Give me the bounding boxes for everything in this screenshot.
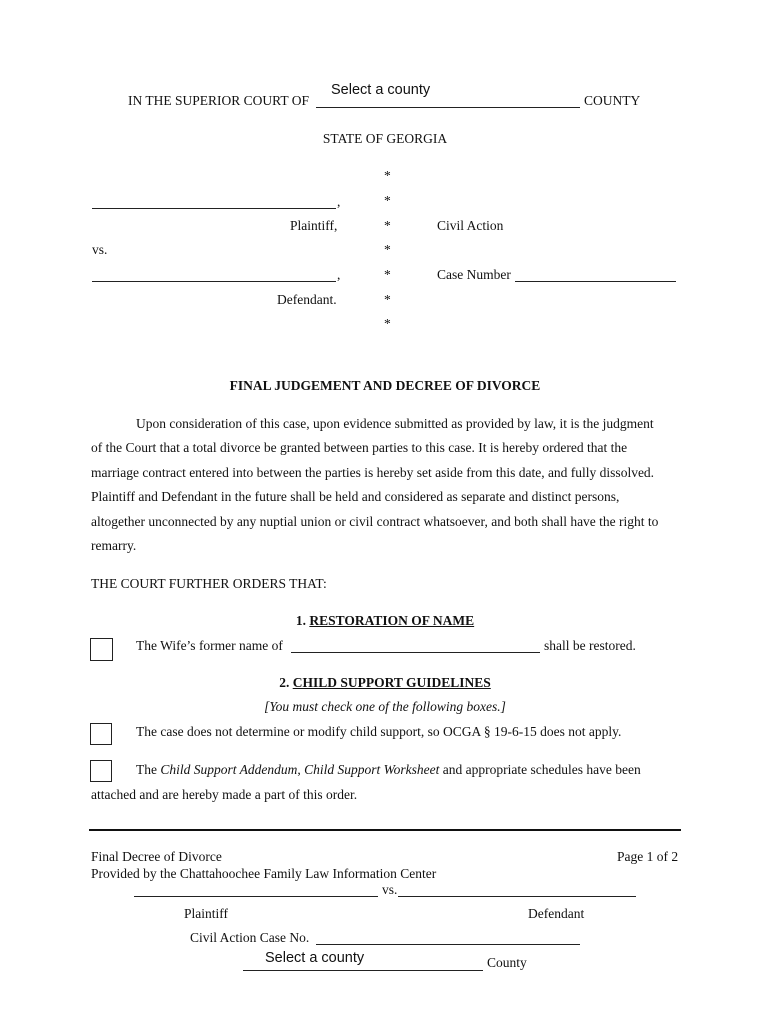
caption-star: * — [384, 168, 391, 183]
footer-rule — [89, 829, 681, 831]
section1-number: 1. — [295, 613, 306, 628]
section1-heading — [0, 613, 770, 629]
child-support-addendum: Child Support Addendum — [160, 762, 298, 777]
footer-defendant-label: Defendant — [528, 906, 585, 921]
footer-plaintiff-field[interactable] — [134, 896, 378, 897]
footer-plaintiff-label: Plaintiff — [184, 906, 229, 921]
section2-number: 2. — [279, 675, 290, 690]
restore-name-suffix: shall be restored. — [544, 638, 636, 653]
paragraph-line: marriage contract entered into between the parties is hereby set aside from this date, and fully dissolved. — [91, 464, 655, 480]
option2-rest: and appropriate schedules have been — [442, 762, 641, 777]
footer-defendant-field[interactable] — [398, 896, 636, 897]
plaintiff-name-field[interactable] — [92, 208, 336, 209]
section1-title: RESTORATION OF NAME — [309, 613, 475, 628]
footer-doc-name: Final Decree of Divorce — [91, 849, 222, 864]
court-prefix: IN THE SUPERIOR COURT OF — [128, 93, 309, 108]
further-orders-heading: THE COURT FURTHER ORDERS THAT: — [91, 576, 327, 591]
plaintiff-label: Plaintiff, — [290, 218, 338, 233]
footer-page-number: Page 1 of 2 — [617, 849, 679, 864]
plaintiff-comma: , — [337, 194, 341, 209]
footer-case-no-field[interactable] — [316, 944, 580, 945]
footer-vs: vs. — [382, 882, 398, 897]
judgment-paragraph — [91, 412, 691, 558]
caption-star: * — [384, 193, 391, 208]
defendant-comma: , — [337, 267, 341, 282]
county-line — [316, 107, 580, 108]
former-name-field[interactable] — [291, 652, 540, 653]
defendant-label: Defendant. — [277, 292, 337, 307]
footer-county-line — [243, 970, 483, 971]
option2-comma: , — [297, 762, 301, 777]
restore-name-text: The Wife’s former name of — [136, 638, 283, 653]
civil-action-label: Civil Action — [437, 218, 504, 233]
child-support-attached-text — [136, 762, 641, 778]
caption-star: * — [384, 242, 391, 257]
county-suffix: COUNTY — [584, 93, 641, 108]
section2-title: CHILD SUPPORT GUIDELINES — [292, 675, 491, 690]
option2-the: The — [136, 762, 157, 777]
paragraph-line: of the Court that a total divorce be granted between parties to this case. It is hereby ordered that the — [91, 440, 628, 456]
no-child-support-checkbox[interactable] — [90, 723, 112, 745]
section2-instruction: [You must check one of the following boxes.] — [264, 699, 506, 714]
child-support-attached-line2: attached and are hereby made a part of this order. — [91, 787, 358, 802]
paragraph-line: Plaintiff and Defendant in the future shall be held and considered as separate and distinct persons, — [91, 489, 620, 505]
section2-heading — [0, 675, 770, 691]
paragraph-line: altogether unconnected by any nuptial union or civil contract whatsoever, and both shall have the right to — [91, 513, 659, 529]
footer-county-select[interactable]: Select a county — [265, 950, 365, 966]
no-child-support-text: The case does not determine or modify child support, so OCGA § 19-6-15 does not apply. — [136, 724, 622, 739]
child-support-attached-checkbox[interactable] — [90, 760, 112, 782]
paragraph-line: Upon consideration of this case, upon evidence submitted as provided by law, it is the judgment — [136, 416, 654, 431]
caption-star: * — [384, 292, 391, 307]
caption-star: * — [384, 267, 391, 282]
county-select[interactable]: Select a county — [331, 82, 431, 98]
footer-county-label: County — [487, 955, 527, 970]
case-number-label: Case Number — [437, 267, 511, 282]
document-title: FINAL JUDGEMENT AND DECREE OF DIVORCE — [229, 378, 541, 393]
restore-name-checkbox[interactable] — [90, 638, 113, 661]
paragraph-line: remarry. — [91, 538, 137, 554]
caption-star: * — [384, 218, 391, 233]
state-heading: STATE OF GEORGIA — [322, 131, 448, 146]
defendant-name-field[interactable] — [92, 281, 336, 282]
footer-civil-action-label: Civil Action Case No. — [190, 930, 310, 945]
child-support-worksheet: Child Support Worksheet — [304, 762, 440, 777]
case-number-field[interactable] — [515, 281, 676, 282]
caption-star: * — [384, 316, 391, 331]
footer-provided-by: Provided by the Chattahoochee Family Law Information Center — [91, 866, 437, 881]
vs-label: vs. — [92, 242, 108, 257]
